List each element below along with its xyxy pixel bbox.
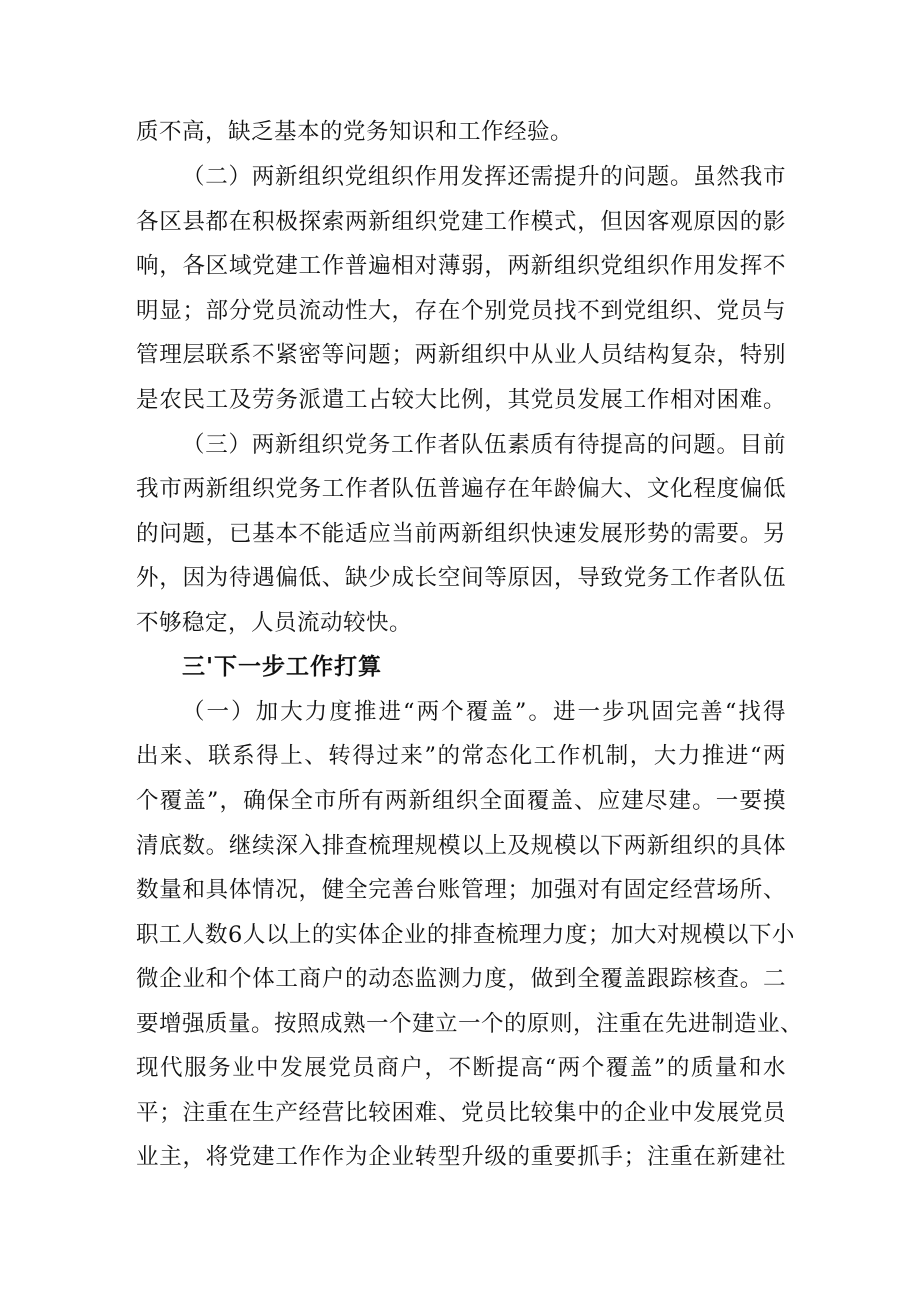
paragraph-line: 要增强质量。按照成熟一个建立一个的原则，注重在先进制造业、 — [136, 1011, 804, 1037]
paragraph-line: （三）两新组织党务工作者队伍素质有待提高的问题。目前 — [182, 432, 786, 458]
paragraph-line: 响，各区域党建工作普遍相对薄弱，两新组织党组织作用发挥不 — [136, 253, 786, 279]
paragraph-line: 清底数。继续深入排查梳理规模以上及规模以下两新组织的具体 — [136, 833, 786, 859]
paragraph-line: 明显；部分党员流动性大，存在个别党员找不到党组织、党员与 — [136, 298, 786, 324]
paragraph-line: 的问题，已基本不能适应当前两新组织快速发展形势的需要。另 — [136, 521, 786, 547]
paragraph-line: （二）两新组织党组织作用发挥还需提升的问题。虽然我市 — [182, 164, 786, 190]
paragraph-line: 平；注重在生产经营比较困难、党员比较集中的企业中发展党员 — [136, 1100, 786, 1126]
paragraph-line: （一）加大力度推进“两个覆盖”。进一步巩固完善“找得 — [182, 699, 786, 725]
paragraph-line: 各区县都在积极探索两新组织党建工作模式，但因客观原因的影 — [136, 209, 786, 235]
paragraph-line: 微企业和个体工商户的动态监测力度，做到全覆盖跟踪核查。二 — [136, 966, 786, 992]
paragraph-line: 职工人数6人以上的实体企业的排查梳理力度；加大对规模以下小 — [136, 922, 795, 948]
paragraph-line: 管理层联系不紧密等问题；两新组织中从业人员结构复杂，特别 — [136, 342, 786, 368]
paragraph-line: 外，因为待遇偏低、缺少成长空间等原因，导致党务工作者队伍 — [136, 565, 786, 591]
paragraph-line: 质不高，缺乏基本的党务知识和工作经验。 — [136, 119, 574, 145]
section-heading: 三'下一步工作打算 — [182, 654, 383, 680]
paragraph-line: 现代服务业中发展党员商户，不断提高“两个覆盖”的质量和水 — [136, 1055, 786, 1081]
paragraph-line: 不够稳定，人员流动较快。 — [136, 610, 413, 636]
paragraph-line: 出来、联系得上、转得过来”的常态化工作机制，大力推进“两 — [136, 743, 786, 769]
paragraph-line: 我市两新组织党务工作者队伍普遍存在年龄偏大、文化程度偏低 — [136, 476, 786, 502]
paragraph-line: 业主，将党建工作作为企业转型升级的重要抓手；注重在新建社 — [136, 1144, 786, 1170]
paragraph-line: 是农民工及劳务派遣工占较大比例，其党员发展工作相对困难。 — [136, 387, 786, 413]
paragraph-line: 数量和具体情况，健全完善台账管理；加强对有固定经营场所、 — [136, 877, 786, 903]
paragraph-line: 个覆盖”，确保全市所有两新组织全面覆盖、应建尽建。一要摸 — [136, 788, 786, 814]
